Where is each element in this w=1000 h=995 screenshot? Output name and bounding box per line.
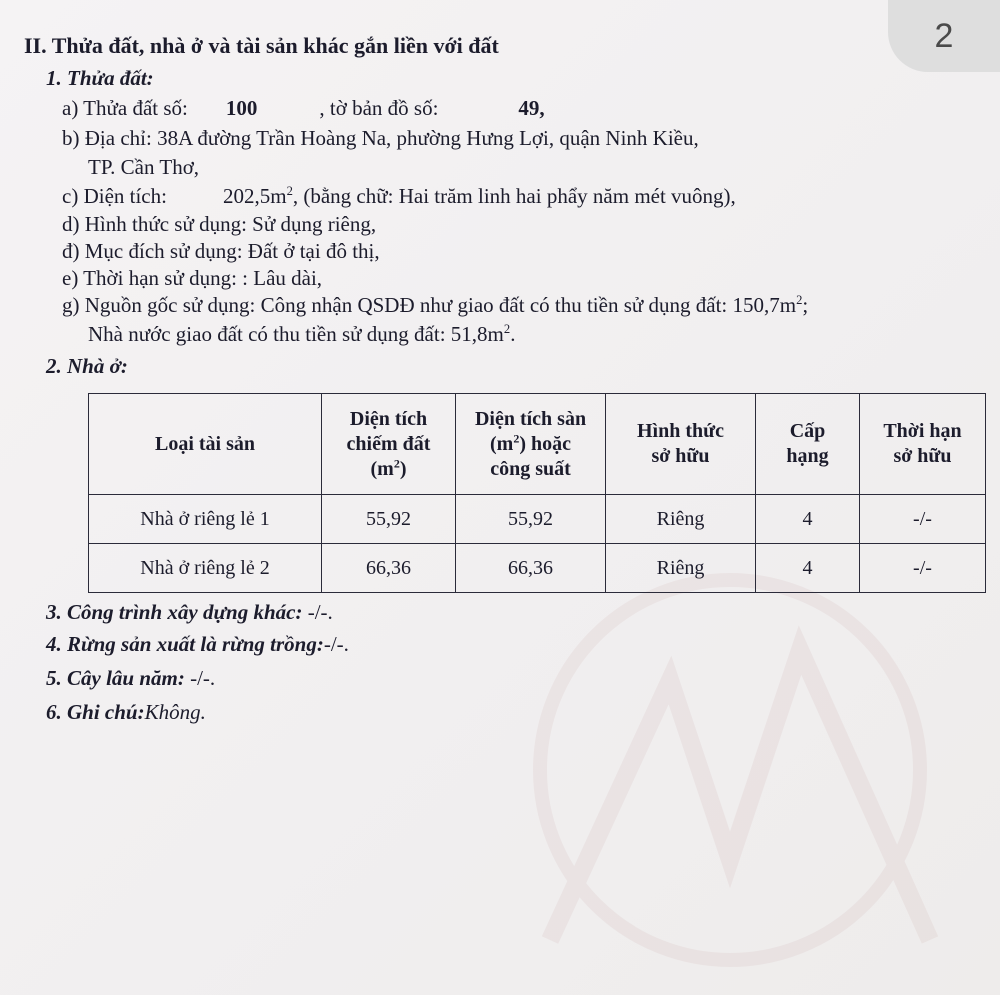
col-land-area	[322, 394, 456, 495]
col-land-area-unit: (m	[370, 457, 394, 480]
perennial-value: -/-.	[184, 666, 216, 690]
forest-value: -/-.	[323, 632, 349, 656]
note-line	[46, 700, 206, 725]
col-ownership-form-line2: sở hữu	[651, 445, 710, 467]
house-heading: 2. Nhà ở:	[46, 354, 128, 378]
house-table	[88, 393, 986, 593]
col-asset-type-label: Loại tài sản	[154, 432, 256, 455]
address-line-2: TP. Cần Thơ,	[88, 155, 200, 179]
col-floor-area-unit: (m	[490, 432, 514, 455]
col-asset-type	[89, 394, 322, 495]
forest-line	[46, 632, 349, 657]
table-header-row	[89, 394, 986, 495]
col-land-area-sup: 2	[393, 455, 400, 470]
construction-label: 3. Công trình xây dựng khác:	[46, 600, 303, 624]
cell-asset-type: Nhà ở riêng lẻ 1	[89, 495, 322, 544]
use-term-line: e) Thời hạn sử dụng: : Lâu dài,	[62, 266, 323, 290]
col-land-area-line2: chiếm đất	[346, 432, 431, 455]
col-floor-area-sup: 2	[513, 430, 520, 445]
origin-end-2: .	[510, 322, 516, 346]
col-grade-line1: Cấp	[789, 420, 826, 442]
use-purpose-line: đ) Mục đích sử dụng: Đất ở tại đô thị,	[62, 239, 380, 263]
cell-floor-area: 66,36	[456, 544, 606, 593]
col-ownership-form-line1: Hình thức	[636, 420, 725, 442]
parcel-number: 100	[225, 96, 258, 120]
col-ownership-term-line2: sở hữu	[893, 445, 952, 467]
col-floor-area-line3: công suất	[490, 457, 571, 480]
use-form-line: d) Hình thức sử dụng: Sử dụng riêng,	[62, 212, 377, 236]
col-land-area-close: )	[399, 457, 407, 480]
col-grade-line2: hạng	[786, 445, 829, 467]
note-value: Không.	[144, 700, 206, 724]
table-row	[89, 544, 986, 593]
cell-grade: 4	[756, 544, 860, 593]
origin-end-1: ;	[802, 293, 809, 317]
forest-label: 4. Rừng sản xuất là rừng trồng:	[46, 632, 324, 656]
area-line	[62, 184, 736, 209]
construction-line	[46, 600, 333, 625]
area-label: c) Diện tích:	[62, 184, 167, 208]
section-title: II. Thửa đất, nhà ở và tài sản khác gắn liền với đất	[24, 33, 499, 58]
origin-line-2	[88, 322, 515, 347]
page-number-badge: 2	[888, 0, 1000, 72]
origin-sup-1: 2	[796, 293, 803, 307]
parcel-line	[62, 96, 545, 121]
watermark-emblem	[470, 560, 990, 980]
parcel-label: a) Thửa đất số:	[62, 96, 188, 120]
cell-land-area: 55,92	[322, 495, 456, 544]
cell-asset-type: Nhà ở riêng lẻ 2	[89, 544, 322, 593]
land-heading: 1. Thửa đất:	[46, 66, 154, 90]
col-floor-area	[456, 394, 606, 495]
cell-land-area: 66,36	[322, 544, 456, 593]
col-ownership-term-line1: Thời hạn	[883, 420, 962, 442]
perennial-line	[46, 666, 215, 691]
area-unit-sup: 2	[286, 184, 293, 198]
col-land-area-line1: Diện tích	[349, 407, 428, 430]
origin-text-2: Nhà nước giao đất có thu tiền sử dụng đất: 51,8m	[88, 322, 504, 346]
cell-floor-area: 55,92	[456, 495, 606, 544]
table-row	[89, 495, 986, 544]
origin-text-1: g) Nguồn gốc sử dụng: Công nhận QSDĐ như giao đất có thu tiền sử dụng đất: 150,7m	[62, 293, 797, 317]
col-floor-area-or: ) hoặc	[519, 432, 571, 455]
address-line	[62, 126, 699, 151]
cell-ownership-form: Riêng	[606, 495, 756, 544]
map-number: 49,	[518, 96, 545, 120]
area-words: , (bằng chữ: Hai trăm linh hai phẩy năm mét vuông),	[292, 184, 736, 208]
area-value: 202,5m	[222, 184, 287, 208]
perennial-label: 5. Cây lâu năm:	[46, 666, 185, 690]
cell-ownership-form: Riêng	[606, 544, 756, 593]
cell-grade: 4	[756, 495, 860, 544]
address-value: 38A đường Trần Hoàng Na, phường Hưng Lợi, quận Ninh Kiều,	[157, 126, 699, 150]
col-floor-area-line1: Diện tích sàn	[474, 407, 587, 430]
address-label: b) Địa chỉ:	[62, 126, 152, 150]
col-grade	[756, 394, 860, 495]
col-ownership-form	[606, 394, 756, 495]
origin-line-1	[62, 293, 808, 318]
cell-ownership-term: -/-	[860, 544, 986, 593]
origin-sup-2: 2	[503, 322, 511, 336]
note-label: 6. Ghi chú:	[46, 700, 145, 724]
cell-ownership-term: -/-	[860, 495, 986, 544]
map-label: , tờ bản đồ số:	[319, 96, 439, 120]
col-ownership-term	[860, 394, 986, 495]
construction-value: -/-.	[302, 600, 333, 624]
